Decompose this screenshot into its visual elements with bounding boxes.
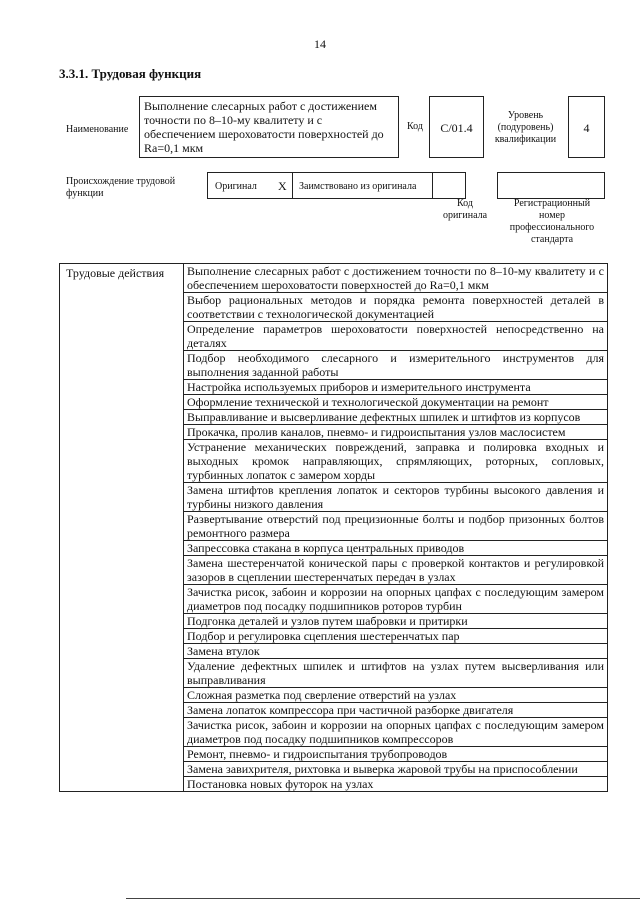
- labor-action-item: Ремонт, пневмо- и гидроиспытания трубопроводов: [184, 747, 608, 762]
- footer-rule: [126, 898, 640, 899]
- section-title: 3.3.1. Трудовая функция: [59, 66, 202, 81]
- origin-divider-2: [432, 172, 433, 199]
- labor-action-item: Удаление дефектных шпилек и штифтов на узлах путем высверливания или выправливания: [184, 659, 608, 688]
- labor-action-item: Оформление технической и технологической документации на ремонт: [184, 395, 608, 410]
- origin-label: Происхождение трудовой функции: [66, 176, 176, 199]
- function-name: Выполнение слесарных работ с достижением точности по 8–10-му квалитету и с обеспечением шероховатости поверхностей до Ra=0,1 мкм: [144, 99, 384, 155]
- labor-action-item: Выправливание и высверливание дефектных шпилек и штифтов из корпусов: [184, 410, 608, 425]
- reg-number-box: [497, 172, 605, 199]
- labor-action-item: Сложная разметка под сверление отверстий на узлах: [184, 688, 608, 703]
- labor-action-item: Определение параметров шероховатости поверхностей непосредственно на деталях: [184, 322, 608, 351]
- code-value: C/01.4: [440, 121, 473, 135]
- reg-number-label: Регистрационный номер профессионального стандарта: [509, 198, 595, 245]
- labor-action-item: Зачистка рисок, забоин и коррозии на опорных цапфах с последующим замером диаметров под посадку подшипников компрессоров: [184, 718, 608, 747]
- labor-action-item: Зачистка рисок, забоин и коррозии на опорных цапфах с последующим замером диаметров под посадку подшипников роторов турбин: [184, 585, 608, 614]
- original-label: Оригинал: [215, 181, 257, 192]
- labor-action-item: Замена штифтов крепления лопаток и секторов турбины высокого давления и турбины низкого давления: [184, 483, 608, 512]
- labor-action-item: Подбор и регулировка сцепления шестеренчатых пар: [184, 629, 608, 644]
- labor-action-item: Прокачка, пролив каналов, пневмо- и гидроиспытания узлов маслосистем: [184, 425, 608, 440]
- origin-divider-1: [292, 172, 293, 199]
- name-label: Наименование: [66, 124, 129, 135]
- borrowed-label: Заимствовано из оригинала: [299, 181, 417, 192]
- labor-action-item: Постановка новых футорок на узлах: [184, 777, 608, 792]
- labor-action-item: Развертывание отверстий под прецизионные болты и подбор призонных болтов ремонтного размера: [184, 512, 608, 541]
- labor-action-item: Замена втулок: [184, 644, 608, 659]
- code-box: [429, 96, 484, 158]
- function-name-box: [139, 96, 399, 158]
- labor-actions-table: [59, 263, 608, 792]
- labor-action-item: Выбор рациональных методов и порядка ремонта поверхностей деталей в соответствии с технологической документацией: [184, 293, 608, 322]
- labor-action-item: Подбор необходимого слесарного и измерительного инструментов для выполнения заданной работы: [184, 351, 608, 380]
- level-value: 4: [583, 121, 590, 135]
- labor-action-item: Выполнение слесарных работ с достижением точности по 8–10-му квалитету и с обеспечением шероховатости поверхностей до Ra=0,1 мкм: [184, 264, 608, 293]
- level-box: [568, 96, 605, 158]
- labor-action-item: Подгонка деталей и узлов путем шабровки и притирки: [184, 614, 608, 629]
- original-mark: X: [278, 179, 287, 193]
- labor-action-item: Настройка используемых приборов и измерительного инструмента: [184, 380, 608, 395]
- page-number: 14: [314, 37, 326, 51]
- labor-actions-label: Трудовые действия: [60, 264, 184, 792]
- code-original-label: Код оригинала: [442, 198, 488, 221]
- labor-action-item: Устранение механических повреждений, заправка и полировка входных и выходных кромок направляющих, спрямляющих, роторных, сопловых, турбинных лопаток с замером хорды: [184, 440, 608, 483]
- labor-action-item: Замена завихрителя, рихтовка и выверка жаровой трубы на приспособлении: [184, 762, 608, 777]
- labor-action-item: Замена шестеренчатой конической пары с проверкой контактов и регулировкой зазоров в сцеплении шестеренчатых передач в узлах: [184, 556, 608, 585]
- code-label: Код: [407, 121, 423, 132]
- labor-action-item: Замена лопаток компрессора при частичной разборке двигателя: [184, 703, 608, 718]
- labor-action-item: Запрессовка стакана в корпуса центральных приводов: [184, 541, 608, 556]
- table-row: [60, 264, 608, 293]
- level-label: Уровень (подуровень) квалификации: [494, 110, 557, 145]
